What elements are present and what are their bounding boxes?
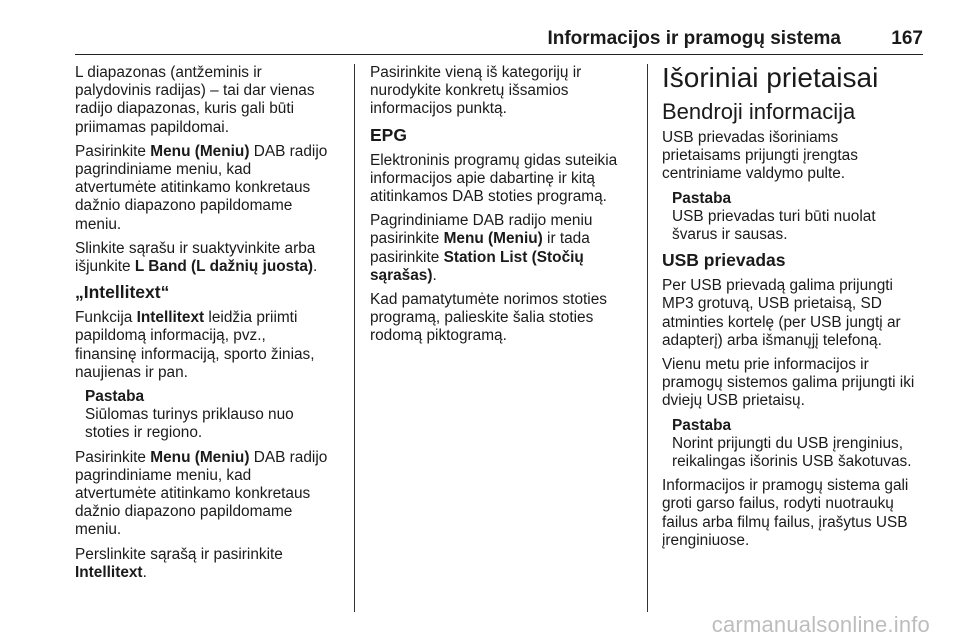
page-number: 167 [891,28,923,49]
column-divider-1 [354,64,355,612]
heading-intellitext: „Intellitext“ [75,282,170,303]
paragraph-l-band: L diapazonas (antžeminis ir palydovinis radijas) – tai dar vienas radijo diapazonas, kuris gali būti priimamas papildomai. [75,64,315,136]
intellitext-label-2: Intellitext [75,563,143,581]
column-1 [75,64,347,588]
station-list-label: Station List (Stočių sąrašas) [370,248,584,284]
note-title: Pastaba [672,189,732,207]
page-header [75,28,923,55]
paragraph-menu-select-2: Pasirinkite Menu (Meniu) DAB radijo pagrindiniame meniu, kad atvertumėte atitinkamo konkretaus dažnio diapazono papildomame meniu. [75,448,328,539]
paragraph-epg: Elektroninis programų gidas suteikia informacijos apie dabartinę ir kitą atitinkamos DAB stoties programą. [370,151,618,206]
note-usb-clean [672,190,934,245]
page-title: Informacijos ir pramogų sistema [547,28,841,49]
note-text: Siūlomas turinys priklauso nuo stoties ir regiono. [85,406,294,442]
paragraph-select-intellitext: Perslinkite sąrašą ir pasirinkite Intellitext. [75,545,283,581]
paragraph-program-icon: Kad pamatytumėte norimos stoties programą, palieskite šalia stoties rodomą piktogramą. [370,291,607,345]
note-usb-hub [672,417,934,472]
column-2 [370,64,636,352]
paragraph-usb-media: Informacijos ir pramogų sistema gali groti garso failus, rodyti nuotraukų failus arba filmų failus, įrašytus USB įrenginiuose. [662,477,909,549]
column-3 [662,64,934,556]
paragraph-usb-location: USB prievadas išoriniams prietaisams prijungti įrengtas centriniame valdymo pulte. [662,129,858,183]
paragraph-intellitext: Funkcija Intellitext leidžia priimti papildomą informaciją, pvz., finansinę informaciją, sporto žinias, naujienas ir pan. [75,309,315,381]
paragraph-usb-count: Vienu metu prie informacijos ir pramogų sistemos galima prijungti iki dviejų USB prietaisų. [662,356,915,410]
heading-general-info: Bendroji informacija [662,99,856,124]
paragraph-station-list: Pagrindiniame DAB radijo meniu pasirinkite Menu (Meniu) ir tada pasirinkite Station List (Stočių sąrašas). [370,212,593,284]
column-divider-2 [647,64,648,612]
heading-external-devices: Išoriniai prietaisai [662,62,879,93]
note-title: Pastaba [672,416,732,434]
paragraph-category: Pasirinkite vieną iš kategorijų ir nurodykite konkretų išsamios informacijos punktą. [370,64,582,118]
menu-label: Menu (Meniu) [150,142,250,160]
menu-label-3: Menu (Meniu) [443,230,543,248]
intellitext-label: Intellitext [136,309,205,327]
l-band-label: L Band (L dažnių juosta) [134,258,314,276]
note-title: Pastaba [85,388,145,406]
note-intellitext [85,388,347,443]
note-text: USB prievadas turi būti nuolat švarus ir sausas. [672,207,876,244]
watermark: carmanualsonline.info [711,612,930,637]
menu-label-2: Menu (Meniu) [150,448,250,466]
paragraph-usb-devices: Per USB prievadą galima prijungti MP3 grotuvą, USB prietaisą, SD atminties kortelę (per USB jungtį ar adapterį) arba išmanųjį telefoną. [662,277,901,349]
heading-usb-port: USB prievadas [662,250,786,271]
note-text: Norint prijungti du USB įrenginius, reikalingas išorinis USB šakotuvas. [672,434,912,471]
paragraph-l-band-toggle: Slinkite sąrašu ir suaktyvinkite arba išjunkite L Band (L dažnių juosta). [75,239,318,276]
paragraph-menu-select: Pasirinkite Menu (Meniu) DAB radijo pagrindiniame meniu, kad atvertumėte atitinkamo konkretaus dažnio diapazono papildomame meniu. [75,142,328,233]
heading-epg: EPG [370,124,407,145]
